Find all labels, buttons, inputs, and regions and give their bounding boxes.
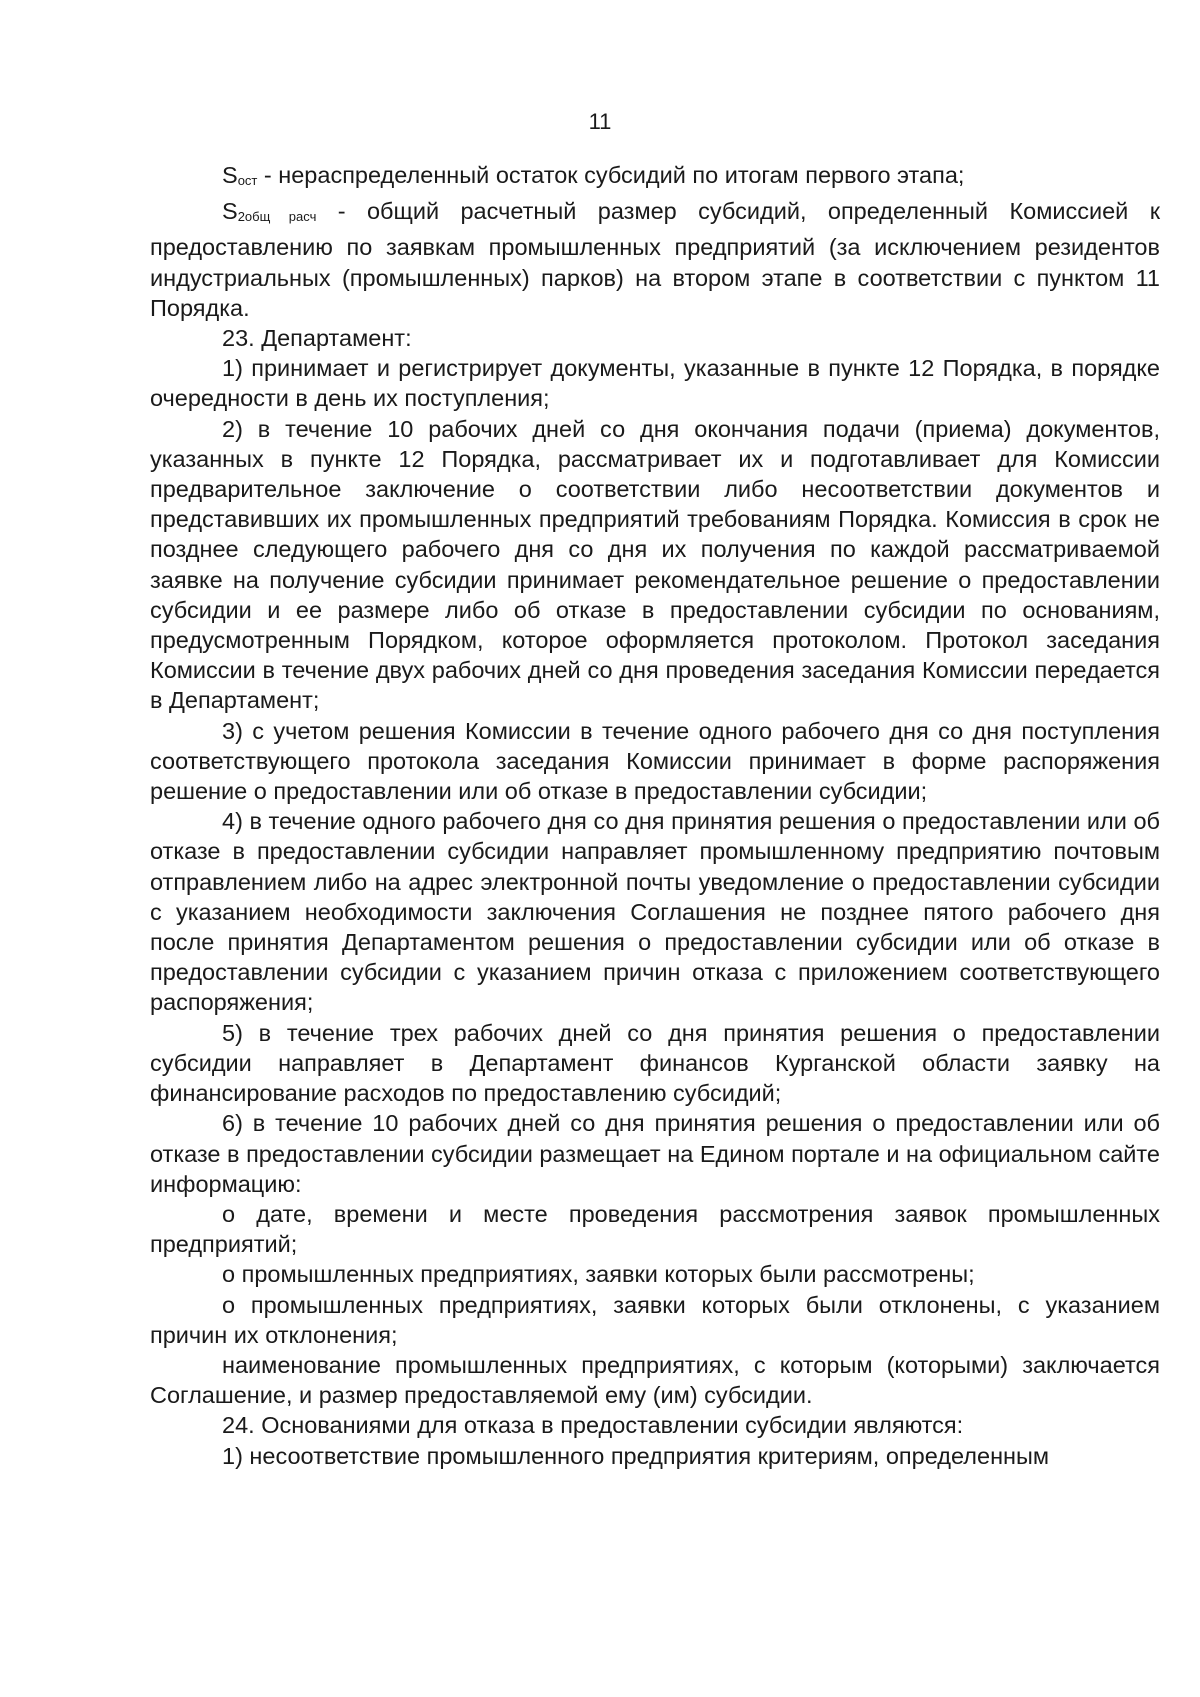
paragraph-info-agreement: наименование промышленных предприятиях, с которым (которыми) заключается Соглашение, и размер предоставляемой ему (им) субсидии.	[150, 1351, 1160, 1409]
paragraph-s-ost	[150, 160, 1160, 196]
paragraph-23-heading: 23. Департамент:	[222, 325, 412, 352]
document-body	[150, 160, 1160, 1471]
paragraph-text: - общий расчетный размер субсидий, определенный Комиссией к предоставлению по заявкам промышленных предприятий (за исключением резидентов индустриальных (промышленных) парков) на втором этапе в соответствии с пунктом 11 Порядка.	[150, 198, 1160, 321]
page-number: 11	[588, 109, 612, 134]
paragraph-23-6: 6) в течение 10 рабочих дней со дня принятия решения о предоставлении или об отказе в предоставлении субсидии размещает на Едином портале и на официальном сайте информацию:	[150, 1110, 1160, 1197]
paragraph-23-2: 2) в течение 10 рабочих дней со дня окончания подачи (приема) документов, указанных в пункте 12 Порядка, рассматривает их и подготавливает для Комиссии предварительное заключение о соответствии либо несоответствии документов и представивших их промышленных предприятий требованиям Порядка. Комиссия в срок не позднее следующего рабочего дня со дня их получения по каждой рассматриваемой заявке на получение субсидии принимает рекомендательное решение о предоставлении субсидии и ее размере либо об отказе в предоставлении субсидии по основаниям, предусмотренным Порядком, которое оформляется протоколом. Протокол заседания Комиссии в течение двух рабочих дней со дня проведения заседания Комиссии передается в Департамент;	[150, 415, 1160, 714]
paragraph-24-1: 1) несоответствие промышленного предприятия критериям, определенным	[222, 1442, 1050, 1469]
paragraph-info-reviewed: о промышленных предприятиях, заявки которых были рассмотрены;	[222, 1261, 975, 1288]
paragraph-23-1: 1) принимает и регистрирует документы, указанные в пункте 12 Порядка, в порядке очередности в день их поступления;	[150, 355, 1160, 412]
formula-subscript: ост	[237, 173, 258, 188]
paragraph-s-2obshch	[150, 196, 1160, 323]
paragraph-23-4: 4) в течение одного рабочего дня со дня принятия решения о предоставлении или об отказе в предоставлении субсидии направляет промышленному предприятию почтовым отправлением либо на адрес электронной почты уведомление о предоставлении субсидии с указанием необходимости заключения Соглашения не позднее пятого рабочего дня после принятия Департаментом решения о предоставлении субсидии или об отказе в предоставлении субсидии с указанием причин отказа с приложением соответствующего распоряжения;	[150, 808, 1160, 1016]
formula-subscript: 2общ расч	[237, 209, 317, 225]
paragraph-text: - нераспределенный остаток субсидий по итогам первого этапа;	[257, 162, 965, 188]
paragraph-24-heading: 24. Основаниями для отказа в предоставлении субсидии являются:	[222, 1412, 964, 1439]
formula-symbol: S	[222, 162, 238, 188]
paragraph-info-date: о дате, времени и месте проведения рассмотрения заявок промышленных предприятий;	[150, 1200, 1160, 1258]
formula-symbol: S	[222, 198, 238, 225]
paragraph-23-3: 3) с учетом решения Комиссии в течение одного рабочего дня со дня поступления соответствующего протокола заседания Комиссии принимает в форме распоряжения решение о предоставлении или об отказе в предоставлении субсидии;	[150, 717, 1160, 805]
paragraph-23-5: 5) в течение трех рабочих дней со дня принятия решения о предоставлении субсидии направляет в Департамент финансов Курганской области заявку на финансирование расходов по предоставлению субсидий;	[150, 1019, 1160, 1107]
paragraph-info-rejected: о промышленных предприятиях, заявки которых были отклонены, с указанием причин их отклонения;	[150, 1291, 1160, 1348]
